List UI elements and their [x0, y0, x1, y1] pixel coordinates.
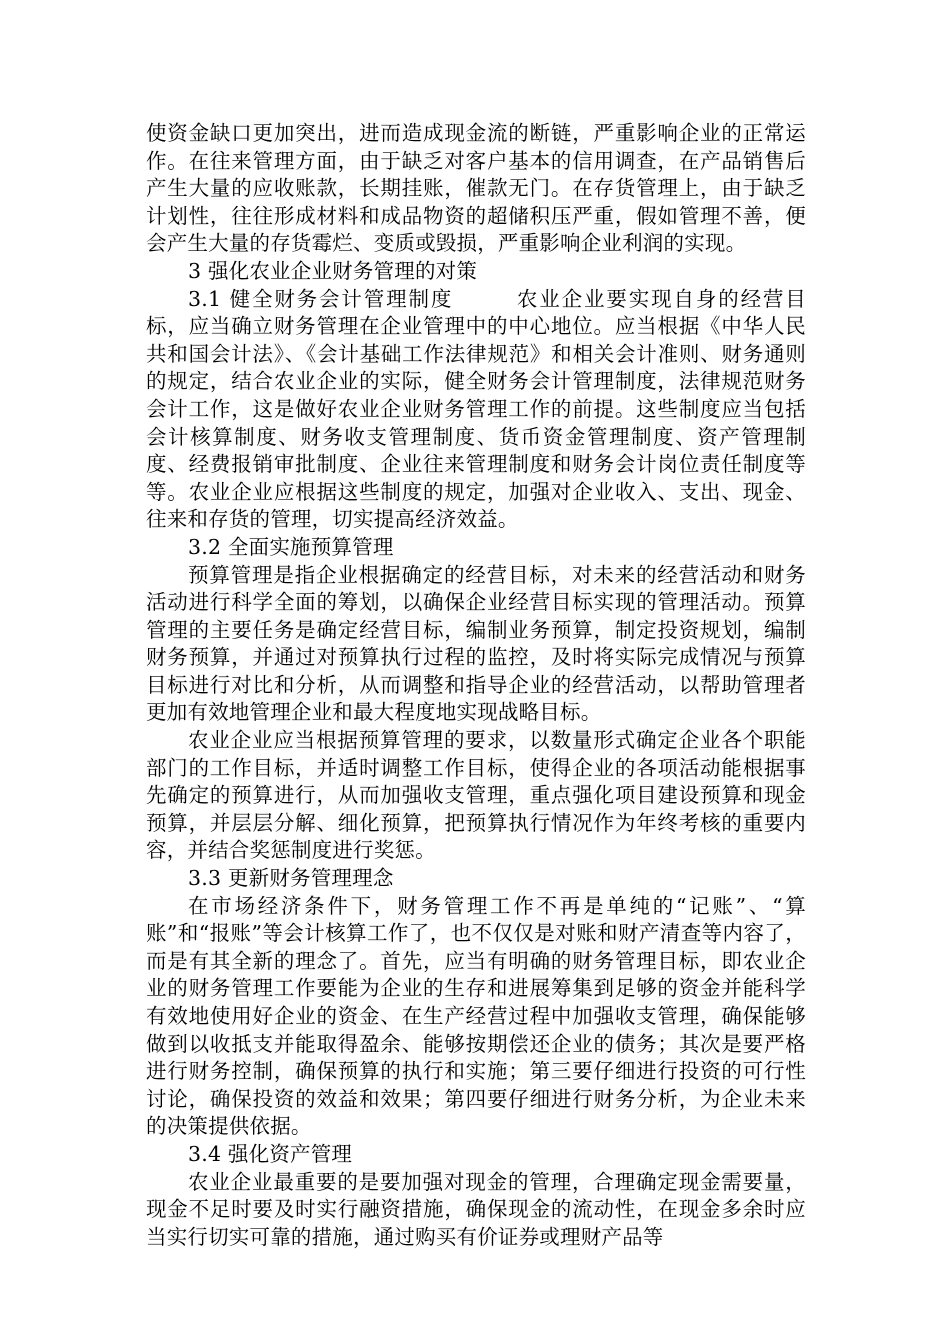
section-3-3-heading: 3.3 更新财务管理理念: [188, 866, 394, 891]
section-3-4-paragraph: 农业企业最重要的是要加强对现金的管理，合理确定现金需要量，现金不足时要及时实行融资措施，确保现金的流动性，在现金多余时应当实行切实可靠的措施，通过购买有价证券或理财产品等: [146, 1169, 806, 1249]
section-3-1-heading: 3.1 健全财务会计管理制度: [188, 286, 454, 311]
section-3-1-body: 农业企业要实现自身的经营目标，应当确立财务管理在企业管理中的中心地位。应当根据《中华人民共和国会计法》、《会计基础工作法律规范》和相关会计准则、财务通则的规定，结合农业企业的实际，健全财务会计管理制度，法律规范财务会计工作，这是做好农业企业财务管理工作的前提。这些制度应当包括会计核算制度、财务收支管理制度、货币资金管理制度、资产管理制度、经费报销审批制度、企业往来管理制度和财务会计岗位责任制度等等。农业企业应根据这些制度的规定，加强对企业收入、支出、现金、往来和存货的管理，切实提高经济效益。: [146, 286, 806, 532]
section-3-2-paragraph-1: 预算管理是指企业根据确定的经营目标，对未来的经营活动和财务活动进行科学全面的筹划，以确保企业经营目标实现的管理活动。预算管理的主要任务是确定经营目标，编制业务预算，制定投资规划，编制财务预算，并通过对预算执行过程的监控，及时将实际完成情况与预算目标进行对比和分析，从而调整和指导企业的经营活动，以帮助管理者更加有效地管理企业和最大程度地实现战略目标。: [146, 562, 806, 725]
section-3-2-heading: 3.2 全面实施预算管理: [188, 534, 394, 559]
section-3-4-heading: 3.4 强化资产管理: [188, 1141, 353, 1166]
section-3-3-paragraph: 在市场经济条件下，财务管理工作不再是单纯的“记账”、“算账”和“报账”等会计核算工作了，也不仅仅是对账和财产清查等内容了，而是有其全新的理念了。首先，应当有明确的财务管理目标，即农业企业的财务管理工作要能为企业的生存和进展筹集到足够的资金并能科学有效地使用好企业的资金、在生产经营过程中加强收支管理，确保能够做到以收抵支并能取得盈余、能够按期偿还企业的债务；其次是要严格进行财务控制，确保预算的执行和实施；第三要仔细进行投资的可行性讨论，确保投资的效益和效果；第四要仔细进行财务分析，为企业未来的决策提供依据。: [146, 893, 806, 1139]
section-3-2-paragraph-2: 农业企业应当根据预算管理的要求，以数量形式确定企业各个职能部门的工作目标，并适时调整工作目标，使得企业的各项活动能根据事先确定的预算进行，从而加强收支管理，重点强化项目建设预算和现金预算，并层层分解、细化预算，把预算执行情况作为年终考核的重要内容，并结合奖惩制度进行奖惩。: [146, 728, 806, 863]
section-3-1-paragraph: [146, 286, 806, 534]
document-page: [146, 120, 806, 1251]
paragraph-intro: 使资金缺口更加突出，进而造成现金流的断链，严重影响企业的正常运作。在往来管理方面，由于缺乏对客户基本的信用调查，在产品销售后产生大量的应收账款，长期挂账，催款无门。在存货管理上，由于缺乏计划性，往往形成材料和成品物资的超储积压严重，假如管理不善，便会产生大量的存货霉烂、变质或毁损，严重影响企业利润的实现。: [146, 121, 806, 256]
section-3-heading: 3 强化农业企业财务管理的对策: [188, 258, 478, 283]
